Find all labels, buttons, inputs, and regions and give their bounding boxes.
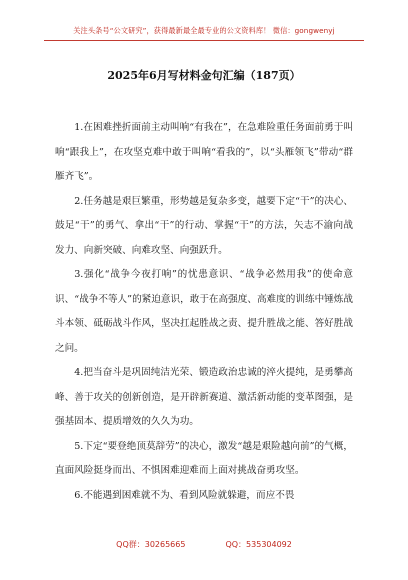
paragraph-6: 6.不能遇到困难就不为、看到风险就躲避，而应不畏 [74, 489, 295, 501]
paragraph-5: 5.下定“要登绝顶莫辞劳”的决心，激发“越是艰险越向前”的气概，直面风险挺身而出、不惧困难迎难而上面对挑战奋勇攻坚。 [55, 440, 353, 476]
header-divider [44, 40, 364, 41]
header-notice: 关注头条号“公文研究”，获得最新最全最专业的公文资料库！ 微信：gongwenyj [73, 26, 335, 35]
paragraph-4: 4.把当奋斗是巩固纯洁光荣、锻造政治忠诚的淬火提纯，是勇攀高峰、善于攻关的创新创造，是开辟新赛道、激活新动能的变革图强，是强基固本、提质增效的久久为功。 [55, 367, 353, 427]
paragraph-3: 3.强化“战争今夜打响”的忧患意识、“战争必然用我”的使命意识、“战争不等人”的紧迫意识，敢于在高强度、高难度的训练中锤炼战斗本领、砥砺战斗作风，坚决扛起胜战之责、提升胜战之能、答好胜战之问。 [55, 269, 353, 354]
document-body [55, 116, 353, 508]
footer-qq: QQ：535304092 [225, 540, 292, 549]
footer-qq-group: QQ群：30265665 [116, 540, 186, 549]
paragraph-1: 1.在困难挫折面前主动叫响“有我在”，在急难险重任务面前勇于叫响“跟我上”，在攻坚克难中敢于叫响“看我的”，以“头雁领飞”带动“群雁齐飞”。 [55, 122, 353, 182]
footer-contacts [0, 541, 408, 549]
document-title: 2025年6月写材料金句汇编（187页） [107, 69, 301, 82]
paragraph-2: 2.任务越是艰巨繁重，形势越是复杂多变，越要下定“干”的决心、鼓足“干”的勇气、拿出“干”的行动、掌握“干”的方法，矢志不渝向战发力、向新突破、向难攻坚、向强跃升。 [55, 195, 353, 256]
